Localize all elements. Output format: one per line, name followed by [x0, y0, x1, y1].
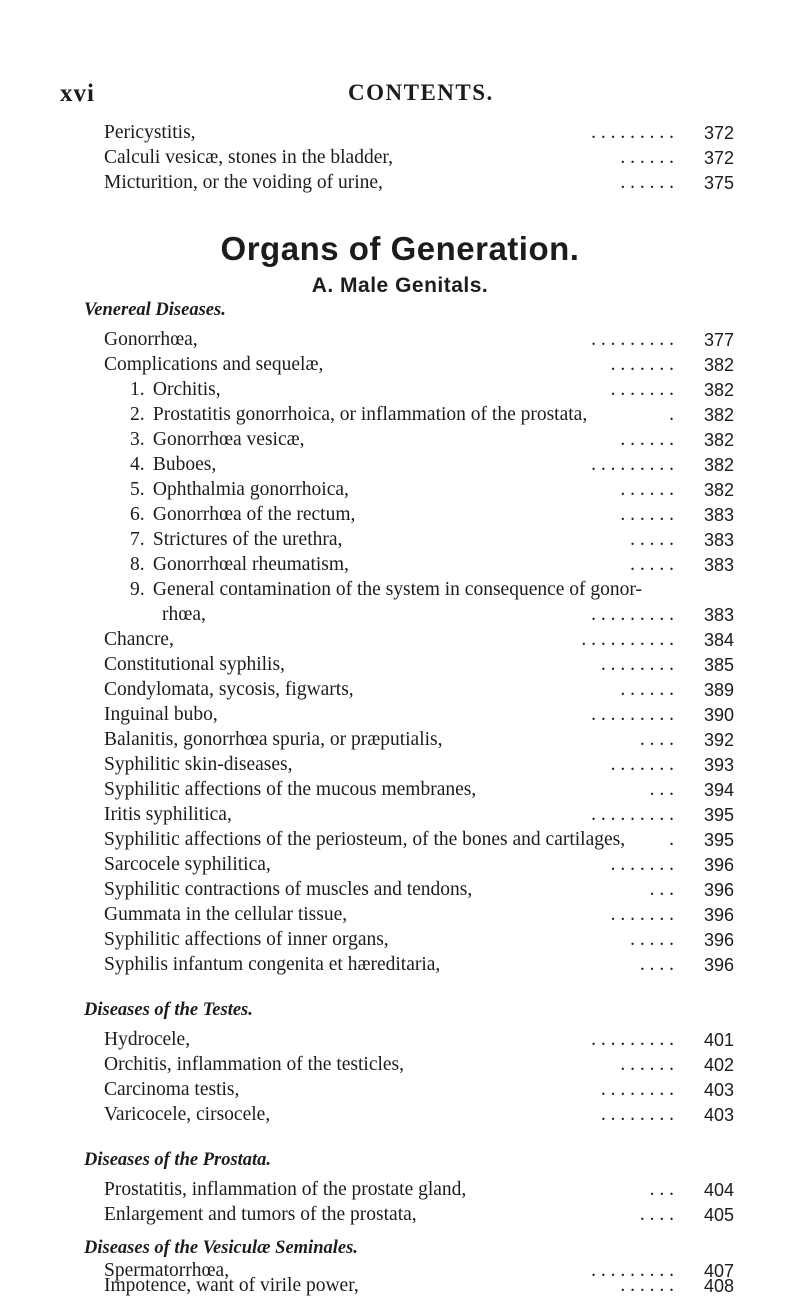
section-title: Organs of Generation. — [220, 230, 580, 267]
entry-title: Carcinoma testis, — [104, 1079, 240, 1100]
category-heading: Diseases of the Testes. — [84, 1000, 253, 1020]
toc-entry — [104, 902, 734, 928]
toc-entry — [104, 777, 734, 803]
toc-entry — [104, 627, 734, 653]
page-number: 392 — [703, 730, 734, 750]
page-number: 395 — [703, 805, 734, 825]
toc-entry — [104, 1102, 734, 1128]
page-number: 396 — [703, 930, 734, 950]
leader-dots: . . . . . . . . . — [591, 454, 674, 475]
toc-entry — [104, 1052, 734, 1078]
entry-title: Complications and sequelæ, — [104, 354, 324, 375]
page-number: 383 — [703, 505, 734, 525]
entry-title: Syphilis infantum congenita et hæreditaria, — [104, 954, 441, 975]
toc-entry — [104, 652, 734, 678]
toc-subentry — [130, 552, 734, 578]
page-number: 393 — [703, 755, 734, 775]
toc-entry — [104, 702, 734, 728]
entry-number: 6. — [130, 504, 145, 525]
toc-subentry — [130, 377, 734, 403]
toc-entry — [104, 752, 734, 778]
entry-title: Syphilitic affections of inner organs, — [104, 929, 389, 950]
toc-entry — [104, 802, 734, 828]
leader-dots: . . . — [649, 879, 674, 900]
entry-title: Gonorrhœa of the rectum, — [152, 504, 356, 525]
leader-dots: . . . — [649, 779, 674, 800]
entry-title: Gummata in the cellular tissue, — [104, 904, 348, 925]
entry-title: Inguinal bubo, — [104, 704, 218, 725]
toc-entry — [104, 1027, 734, 1053]
toc-subentry — [130, 477, 734, 503]
toc-subentry — [130, 527, 734, 553]
page-folio: xvi — [60, 80, 95, 107]
page-number: 382 — [703, 405, 734, 425]
entry-title: Gonorrhœa vesicæ, — [152, 429, 305, 450]
entry-number: 9. — [130, 579, 145, 600]
entry-title: Varicocele, cirsocele, — [104, 1104, 271, 1125]
entry-title: Chancre, — [104, 629, 174, 650]
entry-title: Syphilitic skin-diseases, — [104, 754, 293, 775]
subsection-title: A. Male Genitals. — [311, 274, 489, 297]
toc-entry — [104, 1177, 734, 1203]
page-number: 382 — [703, 355, 734, 375]
entry-title: Orchitis, — [152, 379, 221, 400]
page-number: 408 — [703, 1276, 734, 1296]
entry-title: Enlargement and tumors of the prostata, — [104, 1204, 417, 1225]
page-number: 390 — [703, 705, 734, 725]
entry-title: Constitutional syphilis, — [104, 654, 285, 675]
page-number: 382 — [703, 380, 734, 400]
leader-dots: . . . . . . . . . — [591, 1029, 674, 1050]
page-number: 372 — [703, 123, 734, 143]
leader-dots: . . . . . . — [620, 1275, 674, 1296]
entry-title: Gonorrhœal rheumatism, — [152, 554, 349, 575]
page-number: 394 — [703, 780, 734, 800]
entry-title: rhœa, — [162, 604, 206, 625]
page-number: 372 — [703, 148, 734, 168]
leader-dots: . . . . . . . . . — [591, 329, 674, 350]
page-number: 401 — [703, 1030, 734, 1050]
entry-title: Iritis syphilitica, — [104, 804, 232, 825]
leader-dots: . . . . . . . . — [600, 654, 674, 675]
toc-entry — [104, 170, 734, 196]
entry-title: Micturition, or the voiding of urine, — [104, 172, 383, 193]
entry-number: 1. — [130, 379, 145, 400]
page-number: 402 — [703, 1055, 734, 1075]
page-number: 383 — [703, 605, 734, 625]
page-number: 383 — [703, 530, 734, 550]
entry-title: Syphilitic affections of the mucous membranes, — [104, 779, 477, 800]
page-number: 382 — [703, 430, 734, 450]
entry-title: Pericystitis, — [104, 122, 196, 143]
entry-title: Hydrocele, — [104, 1029, 191, 1050]
leader-dots: . . . . . . — [620, 504, 674, 525]
leader-dots: . . . . . . . . . — [591, 704, 674, 725]
entry-number: 4. — [130, 454, 145, 475]
entry-title: Strictures of the urethra, — [152, 529, 343, 550]
leader-dots: . . . . . . . — [610, 904, 674, 925]
toc-entry — [104, 1273, 734, 1299]
leader-dots: . . . . . . . . . . — [581, 629, 674, 650]
entry-number: 5. — [130, 479, 145, 500]
leader-dots: . . . . . . — [620, 479, 674, 500]
leader-dots: . . . . . . — [620, 679, 674, 700]
entry-title: Sarcocele syphilitica, — [104, 854, 271, 875]
entry-number: 7. — [130, 529, 145, 550]
toc-entry — [104, 727, 734, 753]
entry-title: Spermatorrhœa, — [104, 1260, 230, 1281]
toc-subentry — [130, 427, 734, 453]
leader-dots: . . . . . . . . — [600, 1079, 674, 1100]
page-number: 403 — [703, 1105, 734, 1125]
page-number: 396 — [703, 905, 734, 925]
toc-subentry — [130, 577, 734, 603]
toc-entry — [104, 1077, 734, 1103]
page-number: 382 — [703, 480, 734, 500]
leader-dots: . . . . . . . . . — [591, 804, 674, 825]
page-number: 375 — [703, 173, 734, 193]
toc-subentry — [130, 402, 734, 428]
leader-dots: . . . . . — [630, 529, 674, 550]
leader-dots: . — [669, 404, 674, 425]
running-title: CONTENTS. — [348, 80, 494, 105]
page-number: 396 — [703, 855, 734, 875]
toc-entry — [104, 677, 734, 703]
leader-dots: . . . . . . . — [610, 854, 674, 875]
page-number: 377 — [703, 330, 734, 350]
leader-dots: . . . . . . — [620, 147, 674, 168]
page-number: 396 — [703, 955, 734, 975]
page-number: 385 — [703, 655, 734, 675]
leader-dots: . — [669, 829, 674, 850]
entry-number: 2. — [130, 404, 145, 425]
leader-dots: . . . . . . . — [610, 379, 674, 400]
toc-entry — [104, 145, 734, 171]
leader-dots: . . . . . — [630, 554, 674, 575]
toc-entry — [104, 327, 734, 353]
page-number: 389 — [703, 680, 734, 700]
leader-dots: . . . . . . . . — [600, 1104, 674, 1125]
category-heading: Diseases of the Prostata. — [84, 1150, 272, 1170]
leader-dots: . . . . . . . . . — [591, 604, 674, 625]
entry-title: Prostatitis gonorrhoica, or inflammation of the prostata, — [152, 404, 588, 425]
entry-title: Impotence, want of virile power, — [104, 1275, 359, 1296]
leader-dots: . . . . . . . . . — [591, 1260, 674, 1281]
entry-title: Syphilitic affections of the periosteum, of the bones and cartilages, — [104, 829, 626, 850]
entry-title: Buboes, — [152, 454, 217, 475]
entry-title: Balanitis, gonorrhœa spuria, or præputialis, — [104, 729, 443, 750]
entry-title: Prostatitis, inflammation of the prostate gland, — [104, 1179, 467, 1200]
category-heading: Diseases of the Vesiculæ Seminales. — [84, 1238, 358, 1258]
page-number: 382 — [703, 455, 734, 475]
entry-title: General contamination of the system in consequence of gonor- — [152, 579, 642, 600]
toc-entry — [104, 827, 734, 853]
page-number: 403 — [703, 1080, 734, 1100]
toc-continuation — [162, 602, 734, 628]
page-number: 396 — [703, 880, 734, 900]
leader-dots: . . . . . . — [620, 429, 674, 450]
toc-entry — [104, 352, 734, 378]
leader-dots: . . . . . . . — [610, 754, 674, 775]
toc-subentry — [130, 502, 734, 528]
toc-subentry — [130, 452, 734, 478]
toc-entry — [104, 927, 734, 953]
leader-dots: . . . . . — [630, 929, 674, 950]
category-heading: Venereal Diseases. — [84, 300, 226, 320]
leader-dots: . . . . — [639, 1204, 674, 1225]
leader-dots: . . . . . . . — [610, 354, 674, 375]
leader-dots: . . . . . . — [620, 1054, 674, 1075]
page-header — [60, 80, 740, 110]
toc-entry — [104, 952, 734, 978]
entry-number: 8. — [130, 554, 145, 575]
toc-entry — [104, 1202, 734, 1228]
entry-title: Condylomata, sycosis, figwarts, — [104, 679, 354, 700]
entry-title: Gonorrhœa, — [104, 329, 198, 350]
leader-dots: . . . . — [639, 729, 674, 750]
leader-dots: . . . . . . . . . — [591, 122, 674, 143]
entry-title: Orchitis, inflammation of the testicles, — [104, 1054, 405, 1075]
entry-title: Syphilitic contractions of muscles and tendons, — [104, 879, 473, 900]
toc-entry — [104, 852, 734, 878]
leader-dots: . . . . . . — [620, 172, 674, 193]
page-number: 407 — [703, 1261, 734, 1281]
page-number: 383 — [703, 555, 734, 575]
page-number: 395 — [703, 830, 734, 850]
toc-entry — [104, 120, 734, 146]
toc-entry — [104, 877, 734, 903]
leader-dots: . . . — [649, 1179, 674, 1200]
entry-number: 3. — [130, 429, 145, 450]
leader-dots: . . . . — [639, 954, 674, 975]
entry-title: Calculi vesicæ, stones in the bladder, — [104, 147, 393, 168]
page-number: 384 — [703, 630, 734, 650]
page-number: 404 — [703, 1180, 734, 1200]
page-number: 405 — [703, 1205, 734, 1225]
entry-title: Ophthalmia gonorrhoica, — [152, 479, 349, 500]
